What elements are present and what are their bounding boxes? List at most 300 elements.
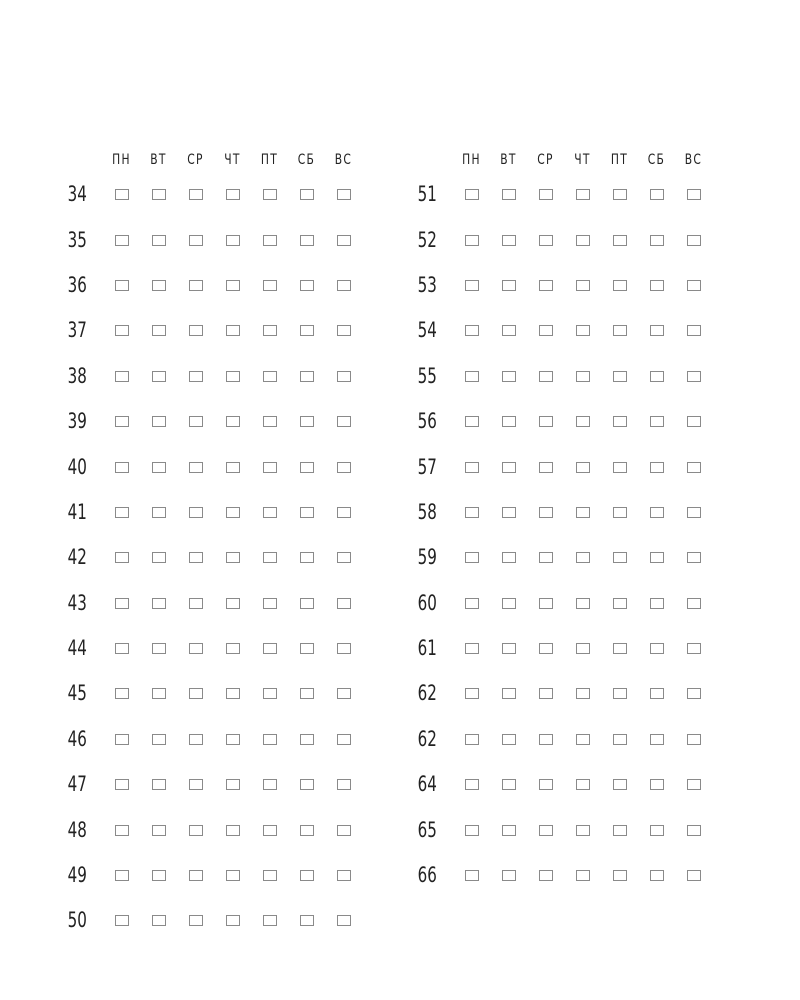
day-checkbox[interactable]	[300, 643, 314, 654]
day-checkbox[interactable]	[465, 734, 479, 745]
day-checkbox[interactable]	[539, 235, 553, 246]
day-checkbox[interactable]	[539, 280, 553, 291]
day-checkbox[interactable]	[502, 416, 516, 427]
day-checkbox[interactable]	[300, 870, 314, 881]
day-checkbox[interactable]	[687, 462, 701, 473]
day-checkbox[interactable]	[189, 462, 203, 473]
day-checkbox[interactable]	[576, 280, 590, 291]
day-checkbox[interactable]	[226, 235, 240, 246]
day-checkbox[interactable]	[539, 507, 553, 518]
day-checkbox[interactable]	[189, 189, 203, 200]
day-label-mon: ПН	[112, 152, 131, 168]
day-checkbox[interactable]	[613, 734, 627, 745]
day-checkbox[interactable]	[189, 688, 203, 699]
week-row	[416, 671, 712, 716]
day-checkbox[interactable]	[115, 280, 129, 291]
day-checkbox[interactable]	[337, 734, 351, 745]
day-checkbox[interactable]	[687, 643, 701, 654]
day-checkbox[interactable]	[576, 779, 590, 790]
day-cell	[103, 870, 140, 881]
day-checkbox[interactable]	[687, 552, 701, 563]
day-checkbox[interactable]	[687, 280, 701, 291]
day-checkbox[interactable]	[613, 643, 627, 654]
day-checkbox[interactable]	[226, 552, 240, 563]
day-checkbox[interactable]	[226, 870, 240, 881]
day-cell	[177, 552, 214, 563]
day-checkbox[interactable]	[650, 235, 664, 246]
day-checkbox[interactable]	[226, 507, 240, 518]
day-checkbox[interactable]	[650, 598, 664, 609]
day-checkbox[interactable]	[502, 235, 516, 246]
day-checkbox[interactable]	[650, 325, 664, 336]
day-checkbox[interactable]	[337, 643, 351, 654]
day-checkbox[interactable]	[539, 825, 553, 836]
day-checkbox[interactable]	[650, 462, 664, 473]
day-checkbox[interactable]	[226, 825, 240, 836]
day-checkbox[interactable]	[502, 189, 516, 200]
day-checkbox[interactable]	[539, 371, 553, 382]
day-checkbox[interactable]	[613, 779, 627, 790]
day-label-sat: СБ	[647, 152, 666, 168]
day-checkbox[interactable]	[263, 235, 277, 246]
day-checkbox[interactable]	[502, 779, 516, 790]
day-checkbox[interactable]	[189, 779, 203, 790]
day-checkbox[interactable]	[539, 462, 553, 473]
day-checkbox[interactable]	[152, 643, 166, 654]
day-checkbox[interactable]	[465, 280, 479, 291]
day-checkbox[interactable]	[189, 643, 203, 654]
day-checkbox[interactable]	[465, 779, 479, 790]
day-checkbox[interactable]	[687, 371, 701, 382]
day-checkbox[interactable]	[576, 825, 590, 836]
week-number: 62	[417, 726, 437, 751]
day-checkbox[interactable]	[337, 416, 351, 427]
day-checkbox[interactable]	[687, 734, 701, 745]
day-checkbox[interactable]	[115, 734, 129, 745]
day-checkbox[interactable]	[115, 870, 129, 881]
day-cell	[251, 734, 288, 745]
day-checkbox[interactable]	[152, 462, 166, 473]
day-checkbox[interactable]	[263, 870, 277, 881]
day-checkbox[interactable]	[189, 825, 203, 836]
day-checkbox[interactable]	[337, 779, 351, 790]
day-cell	[140, 189, 177, 200]
day-cell	[490, 235, 527, 246]
day-checkbox[interactable]	[152, 779, 166, 790]
day-cell	[288, 371, 325, 382]
day-checkbox[interactable]	[337, 189, 351, 200]
day-cell	[564, 688, 601, 699]
day-checkbox[interactable]	[502, 462, 516, 473]
day-checkbox[interactable]	[465, 870, 479, 881]
day-checkbox[interactable]	[300, 416, 314, 427]
day-cell	[453, 779, 490, 790]
day-checkbox[interactable]	[115, 688, 129, 699]
day-cell	[251, 643, 288, 654]
day-checkbox[interactable]	[300, 598, 314, 609]
day-checkbox[interactable]	[465, 643, 479, 654]
day-checkbox[interactable]	[300, 552, 314, 563]
day-checkbox[interactable]	[263, 507, 277, 518]
day-checkbox[interactable]	[300, 462, 314, 473]
day-checkbox[interactable]	[465, 416, 479, 427]
day-cell	[214, 189, 251, 200]
day-checkbox[interactable]	[337, 235, 351, 246]
day-checkbox[interactable]	[300, 825, 314, 836]
day-checkbox[interactable]	[189, 870, 203, 881]
day-checkbox[interactable]	[465, 325, 479, 336]
day-checkbox[interactable]	[502, 643, 516, 654]
day-cell	[288, 325, 325, 336]
day-checkbox[interactable]	[465, 235, 479, 246]
week-row	[66, 399, 362, 444]
day-checkbox[interactable]	[687, 688, 701, 699]
day-checkbox[interactable]	[465, 462, 479, 473]
day-cell	[638, 598, 675, 609]
day-checkbox[interactable]	[613, 507, 627, 518]
day-checkbox[interactable]	[687, 870, 701, 881]
day-checkbox[interactable]	[189, 598, 203, 609]
week-number: 46	[67, 726, 87, 751]
day-cell	[325, 915, 362, 926]
day-checkbox[interactable]	[300, 915, 314, 926]
day-label-sat: СБ	[297, 152, 316, 168]
day-checkbox[interactable]	[226, 371, 240, 382]
day-cell	[140, 371, 177, 382]
day-checkbox[interactable]	[613, 598, 627, 609]
day-checkbox[interactable]	[337, 507, 351, 518]
day-cell	[103, 688, 140, 699]
day-cell	[177, 371, 214, 382]
day-cell	[601, 734, 638, 745]
day-checkbox[interactable]	[576, 416, 590, 427]
week-row	[66, 308, 362, 353]
day-checkbox[interactable]	[263, 371, 277, 382]
day-cell	[325, 598, 362, 609]
day-checkbox[interactable]	[189, 325, 203, 336]
day-cell	[103, 235, 140, 246]
day-checkbox[interactable]	[226, 779, 240, 790]
day-cell	[453, 462, 490, 473]
day-checkbox[interactable]	[613, 280, 627, 291]
day-checkbox[interactable]	[337, 870, 351, 881]
week-row	[66, 354, 362, 399]
day-checkbox[interactable]	[576, 462, 590, 473]
day-checkbox[interactable]	[300, 371, 314, 382]
day-cell	[288, 507, 325, 518]
day-checkbox[interactable]	[687, 507, 701, 518]
day-checkbox[interactable]	[263, 416, 277, 427]
day-cell	[177, 870, 214, 881]
day-checkbox[interactable]	[115, 371, 129, 382]
day-checkbox[interactable]	[263, 643, 277, 654]
day-checkbox[interactable]	[226, 416, 240, 427]
day-checkbox[interactable]	[152, 870, 166, 881]
day-checkbox[interactable]	[337, 688, 351, 699]
day-checkbox[interactable]	[576, 643, 590, 654]
day-checkbox[interactable]	[502, 870, 516, 881]
day-checkbox[interactable]	[300, 189, 314, 200]
day-checkbox[interactable]	[337, 280, 351, 291]
day-checkbox[interactable]	[189, 507, 203, 518]
day-checkbox[interactable]	[226, 688, 240, 699]
day-checkbox[interactable]	[300, 507, 314, 518]
day-checkbox[interactable]	[650, 825, 664, 836]
day-checkbox[interactable]	[152, 189, 166, 200]
day-cell	[675, 643, 712, 654]
day-checkbox[interactable]	[226, 734, 240, 745]
day-checkbox[interactable]	[576, 734, 590, 745]
day-checkbox[interactable]	[152, 507, 166, 518]
day-checkbox[interactable]	[613, 870, 627, 881]
day-checkbox[interactable]	[115, 915, 129, 926]
day-checkbox[interactable]	[115, 189, 129, 200]
day-checkbox[interactable]	[613, 235, 627, 246]
day-cell	[675, 507, 712, 518]
day-checkbox[interactable]	[539, 870, 553, 881]
day-checkbox[interactable]	[502, 280, 516, 291]
day-checkbox[interactable]	[300, 235, 314, 246]
day-checkbox[interactable]	[576, 598, 590, 609]
day-checkbox[interactable]	[650, 779, 664, 790]
day-cell	[601, 552, 638, 563]
day-checkbox[interactable]	[337, 325, 351, 336]
day-cell	[140, 915, 177, 926]
day-cell	[325, 825, 362, 836]
day-checkbox[interactable]	[650, 280, 664, 291]
day-checkbox[interactable]	[263, 734, 277, 745]
day-checkbox[interactable]	[465, 688, 479, 699]
day-checkbox[interactable]	[502, 825, 516, 836]
day-checkbox[interactable]	[539, 598, 553, 609]
day-cell	[564, 280, 601, 291]
day-checkbox[interactable]	[263, 915, 277, 926]
day-checkbox[interactable]	[226, 280, 240, 291]
week-row	[416, 399, 712, 444]
day-checkbox[interactable]	[115, 779, 129, 790]
day-checkbox[interactable]	[189, 915, 203, 926]
day-checkbox[interactable]	[687, 235, 701, 246]
day-checkbox[interactable]	[539, 779, 553, 790]
day-checkbox[interactable]	[576, 325, 590, 336]
day-checkbox[interactable]	[687, 598, 701, 609]
day-checkbox[interactable]	[152, 734, 166, 745]
day-checkbox[interactable]	[337, 371, 351, 382]
day-cell	[527, 779, 564, 790]
day-checkbox[interactable]	[576, 870, 590, 881]
day-checkbox[interactable]	[115, 825, 129, 836]
day-cell	[675, 189, 712, 200]
day-checkbox[interactable]	[539, 325, 553, 336]
day-checkbox[interactable]	[687, 825, 701, 836]
day-checkbox[interactable]	[465, 371, 479, 382]
day-checkbox[interactable]	[576, 235, 590, 246]
day-checkbox[interactable]	[576, 552, 590, 563]
day-checkbox[interactable]	[226, 643, 240, 654]
day-checkbox[interactable]	[687, 779, 701, 790]
day-checkbox[interactable]	[539, 688, 553, 699]
day-cell	[325, 462, 362, 473]
day-checkbox[interactable]	[650, 507, 664, 518]
day-checkbox[interactable]	[226, 598, 240, 609]
day-checkbox[interactable]	[152, 915, 166, 926]
day-checkbox[interactable]	[539, 189, 553, 200]
day-cell	[103, 325, 140, 336]
day-cell	[251, 507, 288, 518]
day-checkbox[interactable]	[152, 552, 166, 563]
day-checkbox[interactable]	[613, 189, 627, 200]
day-checkbox[interactable]	[115, 235, 129, 246]
day-checkbox[interactable]	[263, 189, 277, 200]
day-checkbox[interactable]	[337, 825, 351, 836]
day-checkbox[interactable]	[465, 189, 479, 200]
day-checkbox[interactable]	[687, 325, 701, 336]
day-checkbox[interactable]	[539, 734, 553, 745]
day-checkbox[interactable]	[263, 598, 277, 609]
day-cell	[140, 507, 177, 518]
day-checkbox[interactable]	[650, 552, 664, 563]
day-checkbox[interactable]	[152, 598, 166, 609]
day-checkbox[interactable]	[226, 462, 240, 473]
day-checkbox[interactable]	[189, 280, 203, 291]
day-checkbox[interactable]	[650, 416, 664, 427]
day-checkbox[interactable]	[300, 280, 314, 291]
day-checkbox[interactable]	[687, 189, 701, 200]
day-checkbox[interactable]	[465, 507, 479, 518]
day-checkbox[interactable]	[337, 915, 351, 926]
day-checkbox[interactable]	[263, 825, 277, 836]
day-checkbox[interactable]	[189, 235, 203, 246]
day-checkbox[interactable]	[337, 462, 351, 473]
day-checkbox[interactable]	[115, 507, 129, 518]
day-checkbox[interactable]	[115, 416, 129, 427]
day-checkbox[interactable]	[152, 825, 166, 836]
day-checkbox[interactable]	[502, 507, 516, 518]
day-checkbox[interactable]	[576, 688, 590, 699]
day-checkbox[interactable]	[189, 734, 203, 745]
day-checkbox[interactable]	[613, 416, 627, 427]
day-checkbox[interactable]	[613, 371, 627, 382]
day-checkbox[interactable]	[502, 688, 516, 699]
day-checkbox[interactable]	[300, 779, 314, 790]
day-checkbox[interactable]	[613, 825, 627, 836]
day-cell	[638, 462, 675, 473]
day-checkbox[interactable]	[539, 416, 553, 427]
week-row	[66, 807, 362, 852]
day-checkbox[interactable]	[115, 643, 129, 654]
day-checkbox[interactable]	[263, 325, 277, 336]
day-checkbox[interactable]	[115, 462, 129, 473]
day-checkbox[interactable]	[263, 688, 277, 699]
day-checkbox[interactable]	[263, 779, 277, 790]
day-checkbox[interactable]	[263, 462, 277, 473]
day-checkbox[interactable]	[613, 462, 627, 473]
day-checkbox[interactable]	[502, 325, 516, 336]
day-checkbox[interactable]	[650, 688, 664, 699]
day-cell	[638, 189, 675, 200]
day-checkbox[interactable]	[189, 371, 203, 382]
day-checkbox[interactable]	[465, 825, 479, 836]
day-checkbox[interactable]	[189, 552, 203, 563]
day-checkbox[interactable]	[337, 552, 351, 563]
week-number: 43	[67, 590, 87, 615]
week-row	[66, 535, 362, 580]
day-checkbox[interactable]	[152, 688, 166, 699]
day-checkbox[interactable]	[576, 507, 590, 518]
day-checkbox[interactable]	[576, 189, 590, 200]
day-cell	[214, 371, 251, 382]
day-checkbox[interactable]	[576, 371, 590, 382]
day-checkbox[interactable]	[226, 189, 240, 200]
day-cell	[527, 462, 564, 473]
day-checkbox[interactable]	[226, 915, 240, 926]
day-cell	[325, 734, 362, 745]
day-checkbox[interactable]	[502, 598, 516, 609]
day-checkbox[interactable]	[152, 416, 166, 427]
week-number: 52	[417, 227, 437, 252]
day-cell	[177, 688, 214, 699]
day-cell	[527, 870, 564, 881]
day-checkbox[interactable]	[502, 734, 516, 745]
day-cell	[214, 552, 251, 563]
day-checkbox[interactable]	[226, 325, 240, 336]
week-row	[416, 263, 712, 308]
day-checkbox[interactable]	[613, 552, 627, 563]
week-row	[416, 308, 712, 353]
week-number: 57	[417, 454, 437, 479]
day-checkbox[interactable]	[613, 325, 627, 336]
day-checkbox[interactable]	[152, 371, 166, 382]
day-checkbox[interactable]	[650, 189, 664, 200]
day-cell	[103, 552, 140, 563]
day-checkbox[interactable]	[650, 643, 664, 654]
day-checkbox[interactable]	[189, 416, 203, 427]
day-checkbox[interactable]	[687, 416, 701, 427]
day-checkbox[interactable]	[539, 643, 553, 654]
week-row	[66, 444, 362, 489]
day-checkbox[interactable]	[115, 598, 129, 609]
day-checkbox[interactable]	[650, 734, 664, 745]
day-checkbox[interactable]	[300, 688, 314, 699]
day-checkbox[interactable]	[300, 325, 314, 336]
day-cell	[453, 325, 490, 336]
day-checkbox[interactable]	[115, 325, 129, 336]
day-checkbox[interactable]	[115, 552, 129, 563]
day-checkbox[interactable]	[263, 552, 277, 563]
day-checkbox[interactable]	[152, 280, 166, 291]
day-checkbox[interactable]	[152, 325, 166, 336]
day-cell	[288, 189, 325, 200]
day-cell	[251, 325, 288, 336]
day-checkbox[interactable]	[465, 598, 479, 609]
week-row	[66, 762, 362, 807]
day-cell	[288, 688, 325, 699]
day-checkbox[interactable]	[300, 734, 314, 745]
day-cell	[177, 643, 214, 654]
day-checkbox[interactable]	[539, 552, 553, 563]
day-checkbox[interactable]	[502, 552, 516, 563]
day-checkbox[interactable]	[650, 371, 664, 382]
day-checkbox[interactable]	[650, 870, 664, 881]
day-checkbox[interactable]	[465, 552, 479, 563]
day-cell	[325, 507, 362, 518]
day-checkbox[interactable]	[337, 598, 351, 609]
day-checkbox[interactable]	[613, 688, 627, 699]
day-checkbox[interactable]	[152, 235, 166, 246]
day-checkbox[interactable]	[263, 280, 277, 291]
day-checkbox[interactable]	[502, 371, 516, 382]
day-cell	[177, 779, 214, 790]
